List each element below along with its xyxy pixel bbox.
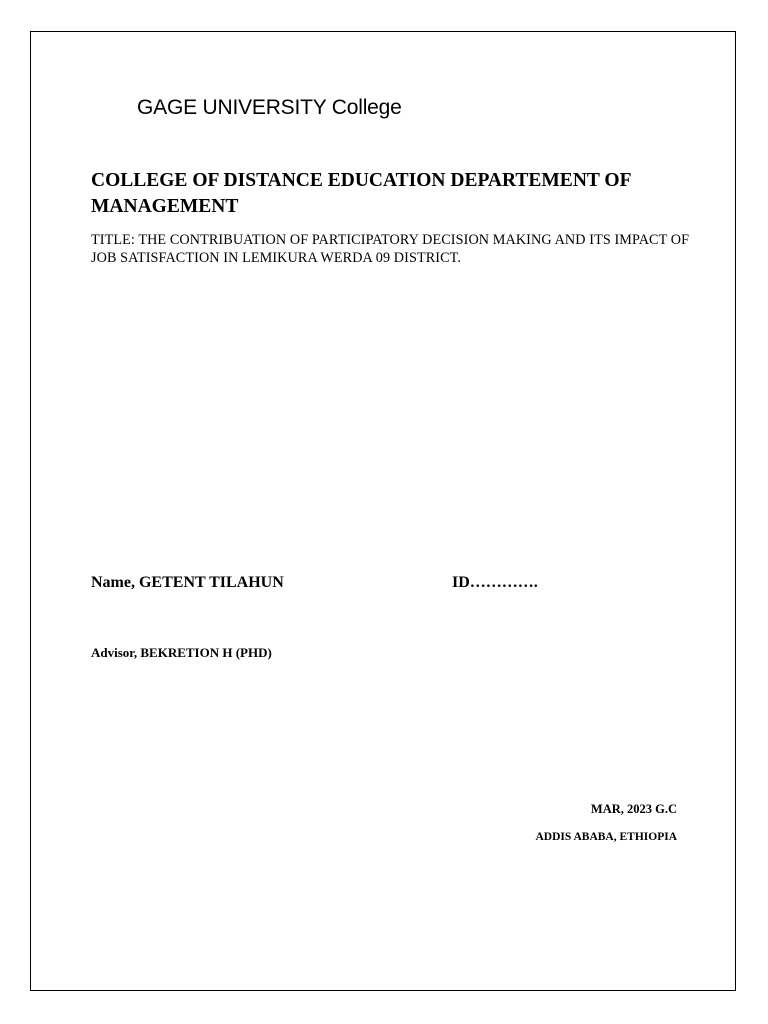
thesis-title: TITLE: THE CONTRIBUATION OF PARTICIPATORY DECISION MAKING AND ITS IMPACT OF JOB SATISFACTION IN LEMIKURA WERDA 09 DISTRICT. <box>91 232 690 266</box>
student-name: Name, GETENT TILAHUN <box>91 574 284 591</box>
university-name: GAGE UNIVERSITY College <box>137 96 402 119</box>
submission-date: MAR, 2023 G.C <box>590 802 677 816</box>
student-id: ID…………. <box>452 574 538 591</box>
college-heading: COLLEGE OF DISTANCE EDUCATION DEPARTEMENT OF MANAGEMENT <box>91 170 631 217</box>
advisor-name: Advisor, BEKRETION H (PHD) <box>91 645 272 660</box>
location: ADDIS ABABA, ETHIOPIA <box>535 831 677 843</box>
